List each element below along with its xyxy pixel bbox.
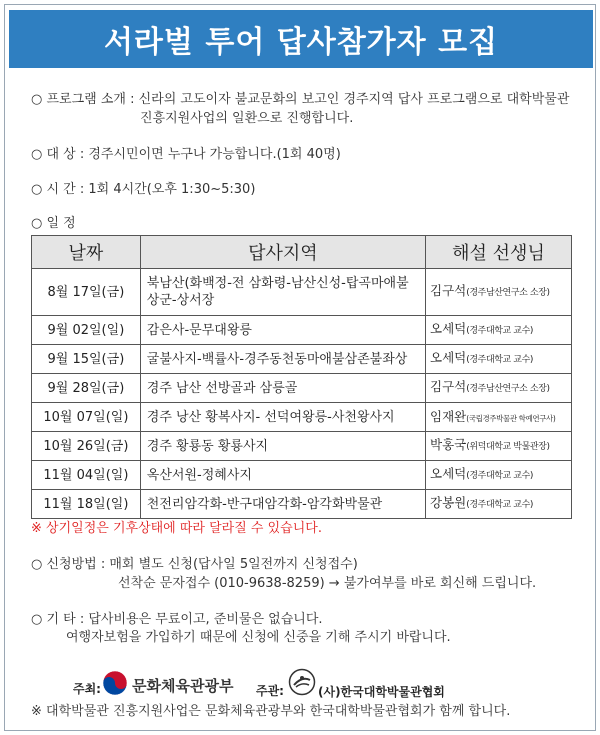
row-guide [426, 374, 572, 403]
association-logo-icon [288, 668, 316, 696]
schedule-header-row [32, 236, 572, 269]
organizer-label: 주관: [256, 684, 284, 698]
guide-name: 강봉원 [430, 495, 467, 510]
time-line: ○ 시 간 : 1회 4시간(오후 1:30~5:30) [31, 182, 256, 197]
guide-name: 오세덕 [430, 321, 467, 336]
row-guide [426, 316, 572, 345]
weather-note: ※ 상기일정은 기후상태에 따라 달라질 수 있습니다. [31, 521, 322, 536]
schedule-label: ○ 일 정 [31, 216, 76, 231]
row-date: 10월 26일(금) [32, 432, 141, 461]
guide-org: (경주남산연구소 소장) [466, 288, 550, 298]
guide-name: 오세덕 [430, 350, 467, 365]
table-row [32, 374, 572, 403]
footer-note: ※ 대학박물관 진흥지원사업은 문화체육관광부와 한국대학박물관협회가 함께 합니다. [31, 704, 511, 719]
header-guide: 해설 선생님 [426, 236, 572, 269]
target-line: ○ 대 상 : 경주시민이면 누구나 가능합니다.(1회 40명) [31, 147, 341, 162]
apply-line1: ○ 신청방법 : 매회 별도 신청(답사일 5일전까지 신청접수) [31, 557, 358, 572]
row-guide [426, 490, 572, 519]
row-guide [426, 269, 572, 316]
guide-org: (경주대학교 교수) [466, 471, 533, 481]
guide-name: 임재완 [430, 408, 467, 424]
etc-line1: ○ 기 타 : 답사비용은 무료이고, 준비물은 없습니다. [31, 612, 323, 627]
guide-org: (국립경주박물관 학예연구사) [466, 413, 556, 423]
schedule-table [31, 235, 572, 519]
organizer-name: (사)한국대학박물관협회 [318, 685, 445, 699]
guide-name: 박홍국 [430, 437, 467, 452]
apply-line2: 선착순 문자접수 (010-9638-8259) → 불가여부를 바로 회신해 드립니다. [118, 576, 537, 591]
table-row [32, 461, 572, 490]
row-guide [426, 345, 572, 374]
row-date: 10월 07일(일) [32, 403, 141, 432]
row-place: 천전리암각화-반구대암각화-암각화박물관 [140, 490, 425, 519]
header-place: 답사지역 [140, 236, 425, 269]
page-title: 서라벌 투어 답사참가자 모집 [9, 10, 593, 68]
program-intro-line1: ○ 프로그램 소개 : 신라의 고도이자 불교문화의 보고인 경주지역 답사 프로그램으로 대학박물관 [31, 92, 570, 107]
row-place: 경주 낭산 황복사지- 선덕여왕릉-사천왕사지 [140, 403, 425, 432]
row-place: 옥산서원-정혜사지 [140, 461, 425, 490]
row-date: 9월 15일(금) [32, 345, 141, 374]
row-place: 경주 황룡동 황룡사지 [140, 432, 425, 461]
row-guide [426, 403, 572, 432]
row-place: 북남산(화백정-전 삼화령-남산신성-탑곡마애불상군-상서장 [140, 269, 425, 316]
host-label: 주최: [73, 682, 101, 696]
program-intro-line2: 진흥지원사업의 일환으로 진행합니다. [140, 111, 354, 126]
row-guide [426, 461, 572, 490]
row-date: 11월 04일(일) [32, 461, 141, 490]
row-place: 감은사-문무대왕릉 [140, 316, 425, 345]
row-place: 경주 남산 선방골과 삼릉골 [140, 374, 425, 403]
guide-org: (경주대학교 교수) [466, 500, 533, 510]
table-row [32, 269, 572, 316]
taegeuk-emblem-icon [102, 670, 128, 696]
table-row [32, 432, 572, 461]
guide-name: 오세덕 [430, 466, 467, 481]
guide-org: (경주남산연구소 소장) [466, 384, 550, 394]
guide-name: 김구석 [430, 283, 467, 298]
header-date: 날짜 [32, 236, 141, 269]
row-date: 9월 28일(금) [32, 374, 141, 403]
table-row [32, 345, 572, 374]
row-date: 9월 02일(일) [32, 316, 141, 345]
guide-org: (경주대학교 교수) [466, 326, 533, 336]
row-place: 굴불사지-백률사-경주동천동마애불삼존불좌상 [140, 345, 425, 374]
table-row [32, 316, 572, 345]
guide-org: (위덕대학교 박물관장) [466, 442, 550, 452]
etc-line2: 여행자보험을 가입하기 때문에 신청에 신중을 기해 주시기 바랍니다. [66, 630, 451, 645]
table-row [32, 490, 572, 519]
guide-name: 김구석 [430, 379, 467, 394]
row-date: 8월 17일(금) [32, 269, 141, 316]
host-name: 문화체육관광부 [132, 677, 234, 695]
table-row [32, 403, 572, 432]
guide-org: (경주대학교 교수) [466, 355, 533, 365]
row-date: 11월 18일(일) [32, 490, 141, 519]
row-guide [426, 432, 572, 461]
